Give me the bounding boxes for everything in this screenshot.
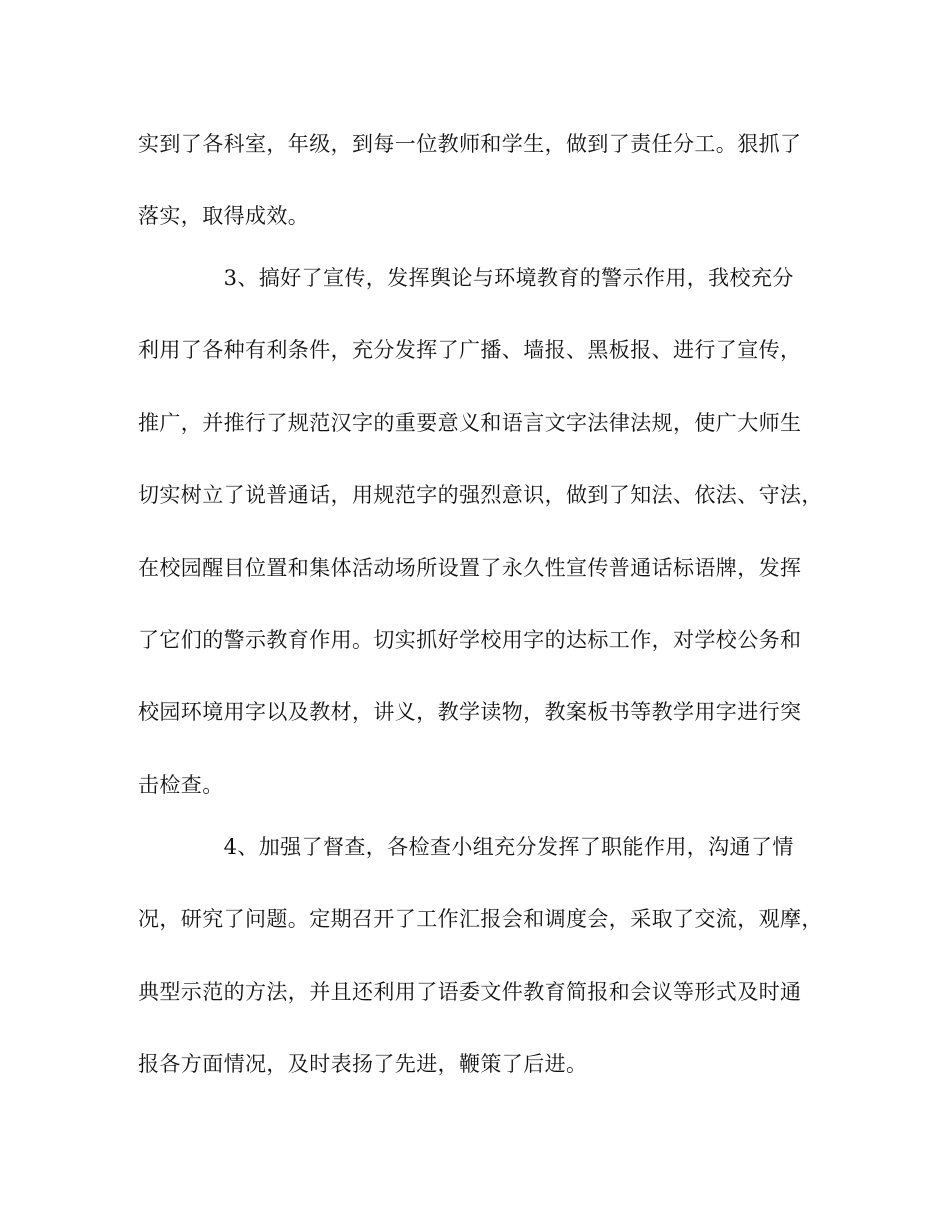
text-line: 校园环境用字以及教材，讲义，教学读物，教案板书等教学用字进行突	[138, 700, 802, 724]
text-line: 4、加强了督查，各检查小组充分发挥了职能作用，沟通了情	[138, 835, 794, 859]
text-line: 落实，取得成效。	[138, 204, 310, 228]
text-line: 3、搞好了宣传，发挥舆论与环境教育的警示作用，我校充分	[138, 266, 794, 290]
text-line: 典型示范的方法，并且还利用了语委文件教育简报和会议等形式及时通	[138, 980, 802, 1004]
text-line: 利用了各种有利条件，充分发挥了广播、墙报、黑板报、进行了宣传，	[138, 338, 802, 362]
text-line: 况，研究了问题。定期召开了工作汇报会和调度会，采取了交流，观摩，	[138, 907, 823, 931]
text-line: 击检查。	[138, 773, 224, 797]
text-line: 切实树立了说普通话，用规范字的强烈意识，做到了知法、依法、守法，	[138, 483, 823, 507]
text-line: 实到了各科室，年级，到每一位教师和学生，做到了责任分工。狠抓了	[138, 132, 802, 156]
text-line: 推广，并推行了规范汉字的重要意义和语言文字法律法规，使广大师生	[138, 411, 802, 435]
text-line: 报各方面情况，及时表扬了先进，鞭策了后进。	[138, 1052, 588, 1076]
text-line: 了它们的警示教育作用。切实抓好学校用字的达标工作，对学校公务和	[138, 628, 802, 652]
text-line: 在校园醒目位置和集体活动场所设置了永久性宣传普通话标语牌，发挥	[138, 556, 802, 580]
